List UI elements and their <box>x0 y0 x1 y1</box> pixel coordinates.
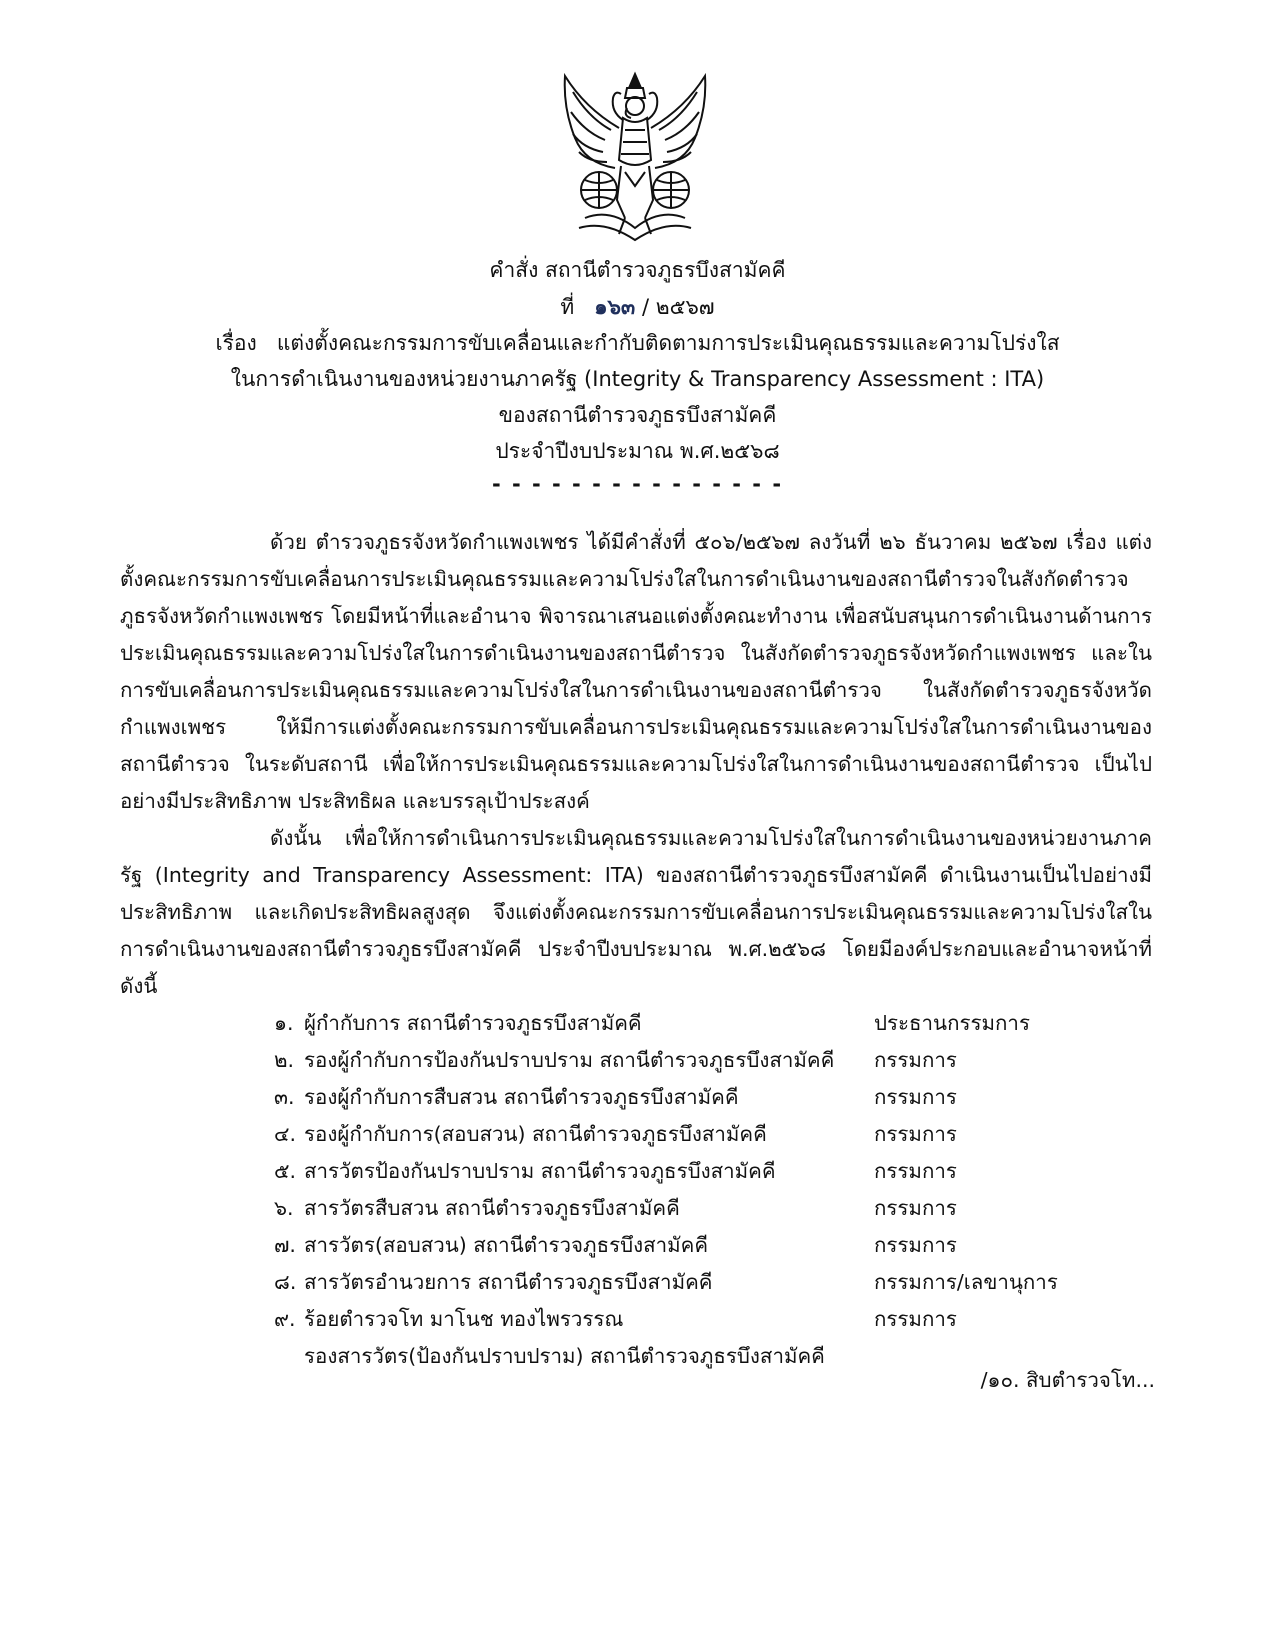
member-index: ๕. <box>274 1159 297 1183</box>
subject-label: เรื่อง <box>215 331 257 355</box>
member-role: กรรมการ <box>874 1048 957 1072</box>
member-role: กรรมการ <box>874 1307 957 1331</box>
member-index: ๔. <box>274 1122 297 1146</box>
paragraph-1-text: ด้วย ตำรวจภูธรจังหวัดกำแพงเพชร ได้มีคำสั่งที่ ๕๐๖/๒๕๖๗ ลงวันที่ ๒๖ ธันวาคม ๒๕๖๗ เรื่อง แต่งตั้งคณะกรรมการขับเคลื่อนการประเมินคุณธรรมและความโปร่งใสในการดำเนินงานของสถานีตำรวจในสังกัดตำรวจภูธรจังหวัดกำแพงเพชร โดยมีหน้าที่และอำนาจ พิจารณาเสนอแต่งตั้งคณะทำงาน เพื่อสนับสนุนการดำเนินงานด้านการประเมินคุณธรรมและความโปร่งใสในการดำเนินงานของสถานีตำรวจ ในสังกัดตำรวจภูธรจังหวัดกำแพงเพชร และในการขับเคลื่อนการประเมินคุณธรรมและความโปร่งใสในการดำเนินงานของสถานีตำรวจ ในสังกัดตำรวจภูธรจังหวัดกำแพงเพชร ให้มีการแต่งตั้งคณะกรรมการขับเคลื่อนการประเมินคุณธรรมและความโปร่งใสในการดำเนินงานของสถานีตำรวจ ในระดับสถานี เพื่อให้การประเมินคุณธรรมและความโปร่งใสในการดำเนินงานของสถานีตำรวจ เป็นไปอย่างมีประสิทธิภาพ ประสิทธิผล และบรรลุเป้าประสงค์ <box>120 530 1152 813</box>
order-subject-line3: ของสถานีตำรวจภูธรบึงสามัคคี <box>498 403 777 427</box>
member-index: ๘. <box>274 1270 297 1294</box>
order-subject-line2: ในการดำเนินงานของหน่วยงานภาครัฐ (Integrity & Transparency Assessment : ITA) <box>230 367 1045 391</box>
member-role: กรรมการ <box>874 1085 957 1109</box>
member-name: รองผู้กำกับการป้องกันปราบปราม สถานีตำรวจภูธรบึงสามัคคี <box>304 1048 835 1072</box>
order-year: ๒๕๖๗ <box>655 295 715 319</box>
order-subject-line1 <box>120 325 1155 361</box>
order-subject-line4: ประจำปีงบประมาณ พ.ศ.๒๕๖๘ <box>495 439 780 463</box>
member-role: กรรมการ/เลขานุการ <box>874 1270 1058 1294</box>
header-separator: - - - - - - - - - - - - - - - <box>491 472 784 496</box>
member-role: กรรมการ <box>874 1122 957 1146</box>
member-row <box>274 1264 1154 1301</box>
member-name: รองสารวัตร(ป้องกันปราบปราม) สถานีตำรวจภูธรบึงสามัคคี <box>304 1344 825 1368</box>
member-row <box>274 1116 1154 1153</box>
member-row <box>274 1227 1154 1264</box>
member-row <box>274 1153 1154 1190</box>
member-index: ๗. <box>274 1233 296 1257</box>
body-paragraph-1 <box>120 524 1152 820</box>
member-name: สารวัตรอำนวยการ สถานีตำรวจภูธรบึงสามัคคี <box>304 1270 713 1294</box>
member-name: รองผู้กำกับการ(สอบสวน) สถานีตำรวจภูธรบึงสามัคคี <box>304 1122 767 1146</box>
member-name: สารวัตรป้องกันปราบปราม สถานีตำรวจภูธรบึงสามัคคี <box>304 1159 776 1183</box>
member-index: ๑. <box>274 1011 294 1035</box>
member-row <box>274 1301 1154 1338</box>
member-index: ๖. <box>274 1196 294 1220</box>
order-number-prefix: ที่ <box>560 295 575 319</box>
paragraph-2-text: ดังนั้น เพื่อให้การดำเนินการประเมินคุณธรรมและความโปร่งใสในการดำเนินงานของหน่วยงานภาครัฐ (Integrity and Transparency Assessment: ITA) ของสถานีตำรวจภูธรบึงสามัคคี ดำเนินงานเป็นไปอย่างมีประสิทธิภาพ และเกิดประสิทธิผลสูงสุด จึงแต่งตั้งคณะกรรมการขับเคลื่อนการประเมินคุณธรรมและความโปร่งใสในการดำเนินงานของสถานีตำรวจภูธรบึงสามัคคี ประจำปีงบประมาณ พ.ศ.๒๕๖๘ โดยมีองค์ประกอบและอำนาจหน้าที่ ดังนี้ <box>120 826 1152 998</box>
member-row <box>274 1079 1154 1116</box>
member-name: สารวัตรสืบสวน สถานีตำรวจภูธรบึงสามัคคี <box>304 1196 680 1220</box>
order-number-line <box>120 289 1155 325</box>
order-number: ๑๖๓ <box>594 295 636 319</box>
member-row <box>274 1190 1154 1227</box>
member-index: ๒. <box>274 1048 295 1072</box>
page-continuation: /๑๐. สิบตำรวจโท... <box>980 1368 1155 1392</box>
committee-member-list <box>274 1005 1154 1375</box>
member-index: ๓. <box>274 1085 295 1109</box>
member-name: รองผู้กำกับการสืบสวน สถานีตำรวจภูธรบึงสามัคคี <box>304 1085 739 1109</box>
member-name: ผู้กำกับการ สถานีตำรวจภูธรบึงสามัคคี <box>304 1011 642 1035</box>
member-role: กรรมการ <box>874 1233 957 1257</box>
member-role: กรรมการ <box>874 1196 957 1220</box>
member-index: ๙. <box>274 1307 296 1331</box>
member-name: ร้อยตำรวจโท มาโนช ทองไพรวรรณ <box>304 1307 624 1331</box>
subject-text-1: แต่งตั้งคณะกรรมการขับเคลื่อนและกำกับติดตามการประเมินคุณธรรมและความโปร่งใส <box>276 331 1060 355</box>
garuda-emblem-icon <box>555 68 715 244</box>
member-row <box>274 1042 1154 1079</box>
member-name: สารวัตร(สอบสวน) สถานีตำรวจภูธรบึงสามัคคี <box>304 1233 709 1257</box>
body-paragraph-2 <box>120 820 1152 1005</box>
order-number-separator: / <box>641 295 650 319</box>
member-role: กรรมการ <box>874 1159 957 1183</box>
member-role: ประธานกรรมการ <box>874 1011 1030 1035</box>
member-row <box>274 1005 1154 1042</box>
order-title: คำสั่ง สถานีตำรวจภูธรบึงสามัคคี <box>489 258 786 282</box>
